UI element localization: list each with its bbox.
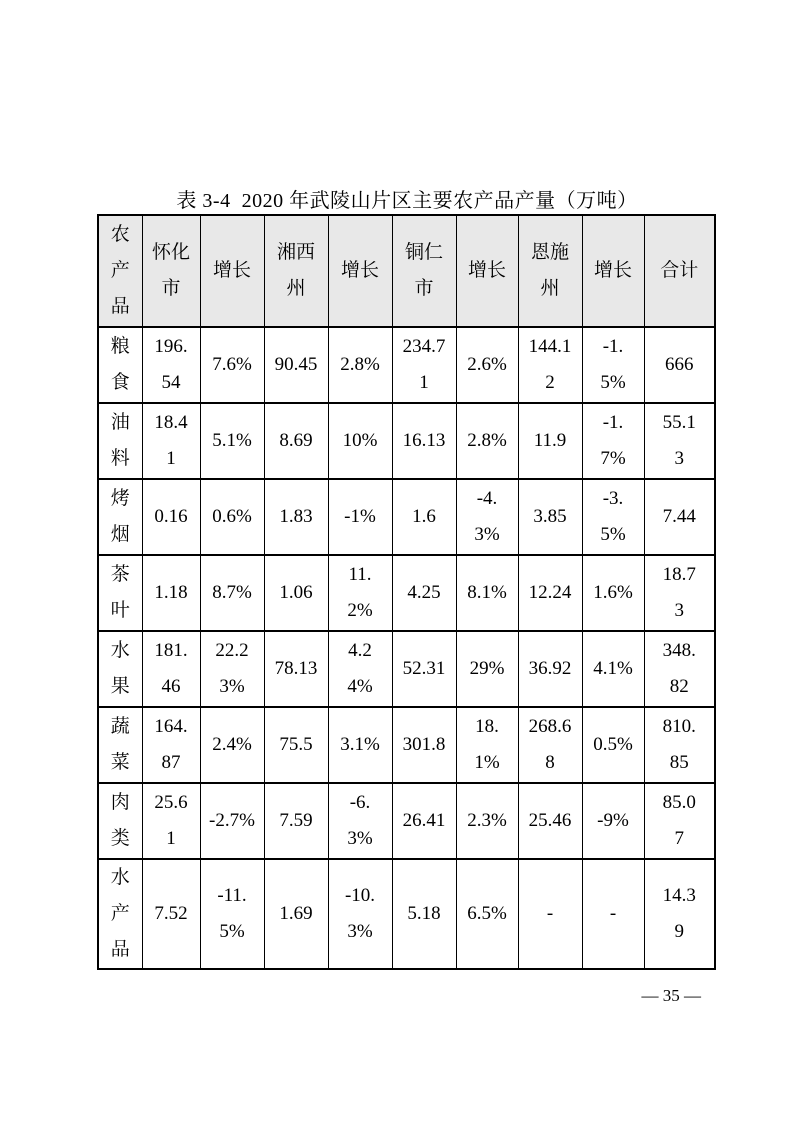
table-cell: 3.1% <box>328 707 392 783</box>
table-cell: 0.6% <box>200 479 264 555</box>
table-cell: 78.13 <box>264 631 328 707</box>
table-cell: 26.41 <box>392 783 456 859</box>
row-label: 粮食 <box>98 327 142 403</box>
table-cell: 1.6% <box>582 555 644 631</box>
header-row <box>98 215 715 327</box>
table-cell: -1.7% <box>582 403 644 479</box>
table-cell: 16.13 <box>392 403 456 479</box>
table-cell: 11.2% <box>328 555 392 631</box>
row-label: 烤烟 <box>98 479 142 555</box>
table-row <box>98 479 715 555</box>
table-row <box>98 631 715 707</box>
column-header: 合计 <box>644 215 715 327</box>
table-cell: -10.3% <box>328 859 392 969</box>
table-cell: 52.31 <box>392 631 456 707</box>
table-cell: 5.1% <box>200 403 264 479</box>
table-cell: 4.24% <box>328 631 392 707</box>
table-cell: 2.8% <box>456 403 518 479</box>
row-label: 水产品 <box>98 859 142 969</box>
table-cell: -4.3% <box>456 479 518 555</box>
table-cell: 4.1% <box>582 631 644 707</box>
table-cell: 10% <box>328 403 392 479</box>
table-row <box>98 555 715 631</box>
table-cell: 1.6 <box>392 479 456 555</box>
table-head <box>98 215 715 327</box>
table-cell: 1.83 <box>264 479 328 555</box>
table-cell: 234.71 <box>392 327 456 403</box>
agricultural-output-table <box>97 214 716 970</box>
table-cell: 164.87 <box>142 707 200 783</box>
table-cell: 301.8 <box>392 707 456 783</box>
table-cell: -1% <box>328 479 392 555</box>
table-cell: 90.45 <box>264 327 328 403</box>
table-row <box>98 783 715 859</box>
table-cell: 144.12 <box>518 327 582 403</box>
table-cell: 2.3% <box>456 783 518 859</box>
table-cell: 7.44 <box>644 479 715 555</box>
table-row <box>98 707 715 783</box>
table-cell: 25.61 <box>142 783 200 859</box>
column-header: 增长 <box>328 215 392 327</box>
table-cell: 268.68 <box>518 707 582 783</box>
table-cell: 8.7% <box>200 555 264 631</box>
table-cell: 29% <box>456 631 518 707</box>
column-header: 增长 <box>582 215 644 327</box>
table-row <box>98 403 715 479</box>
table-cell: 2.4% <box>200 707 264 783</box>
table-cell: 810.85 <box>644 707 715 783</box>
column-header: 增长 <box>200 215 264 327</box>
table-cell: 1.69 <box>264 859 328 969</box>
table-cell: 14.39 <box>644 859 715 969</box>
table-cell: 12.24 <box>518 555 582 631</box>
column-header: 湘西州 <box>264 215 328 327</box>
row-label: 肉类 <box>98 783 142 859</box>
table-cell: 75.5 <box>264 707 328 783</box>
table-cell: 3.85 <box>518 479 582 555</box>
table-cell: 0.5% <box>582 707 644 783</box>
table-cell: -9% <box>582 783 644 859</box>
table-body <box>98 327 715 969</box>
table-cell: 36.92 <box>518 631 582 707</box>
column-header: 铜仁市 <box>392 215 456 327</box>
table-cell: 7.52 <box>142 859 200 969</box>
row-label: 水果 <box>98 631 142 707</box>
table-cell: - <box>582 859 644 969</box>
row-label: 油料 <box>98 403 142 479</box>
page-number: — 35 — <box>641 986 701 1005</box>
table-cell: 8.69 <box>264 403 328 479</box>
table-cell: 4.25 <box>392 555 456 631</box>
table-cell: 85.07 <box>644 783 715 859</box>
table-title: 表 3-4 2020 年武陵山片区主要农产品产量（万吨） <box>176 190 638 212</box>
table-cell: 11.9 <box>518 403 582 479</box>
table-cell: 7.59 <box>264 783 328 859</box>
table-cell: -3.5% <box>582 479 644 555</box>
table-cell: 0.16 <box>142 479 200 555</box>
table-cell: 8.1% <box>456 555 518 631</box>
table-row <box>98 859 715 969</box>
table-cell: 22.23% <box>200 631 264 707</box>
column-header: 农产品 <box>98 215 142 327</box>
table-cell: 2.6% <box>456 327 518 403</box>
column-header: 增长 <box>456 215 518 327</box>
table-row <box>98 327 715 403</box>
table-cell: 18.41 <box>142 403 200 479</box>
row-label: 茶叶 <box>98 555 142 631</box>
column-header: 怀化市 <box>142 215 200 327</box>
table-cell: 25.46 <box>518 783 582 859</box>
table-cell: 1.06 <box>264 555 328 631</box>
column-header: 恩施州 <box>518 215 582 327</box>
table-cell: -11.5% <box>200 859 264 969</box>
table-cell: -2.7% <box>200 783 264 859</box>
table-cell: 18.1% <box>456 707 518 783</box>
table-cell: 6.5% <box>456 859 518 969</box>
table-cell: 181.46 <box>142 631 200 707</box>
table-cell: 666 <box>644 327 715 403</box>
table-cell: 55.13 <box>644 403 715 479</box>
table-cell: 2.8% <box>328 327 392 403</box>
table-cell: 5.18 <box>392 859 456 969</box>
table-cell: 196.54 <box>142 327 200 403</box>
table-cell: 7.6% <box>200 327 264 403</box>
table-cell: 1.18 <box>142 555 200 631</box>
table-cell: -1.5% <box>582 327 644 403</box>
table-cell: 348.82 <box>644 631 715 707</box>
row-label: 蔬菜 <box>98 707 142 783</box>
table-cell: 18.73 <box>644 555 715 631</box>
table-cell: - <box>518 859 582 969</box>
table-cell: -6.3% <box>328 783 392 859</box>
